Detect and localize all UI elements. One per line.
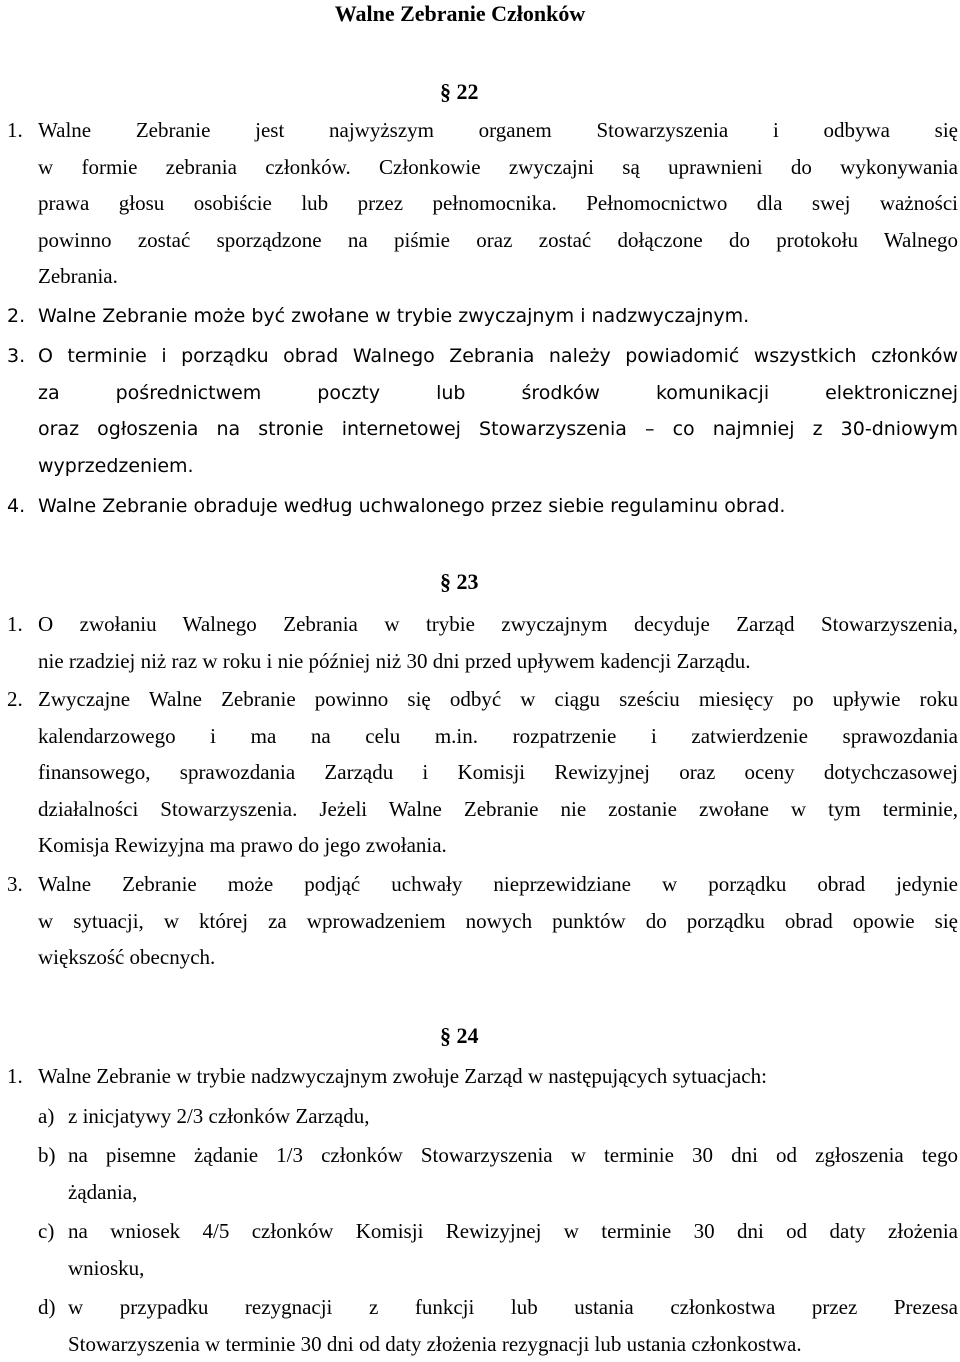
paragraph-line: O zwołaniu Walnego Zebrania w trybie zwyczajnym decyduje Zarząd Stowarzyszenia, — [38, 606, 958, 643]
paragraph-line: O terminie i porządku obrad Walnego Zebrania należy powiadomić wszystkich członków — [38, 338, 958, 375]
subpoint-d — [0, 1289, 958, 1362]
paragraph-line: prawa głosu osobiście lub przez pełnomocnika. Pełnomocnictwo dla swej ważności — [38, 185, 958, 222]
point-number: 2. — [7, 298, 25, 335]
paragraph-line: Zebrania. — [38, 258, 958, 295]
paragraph-22-4 — [0, 488, 958, 525]
paragraph-23-2 — [0, 681, 958, 864]
paragraph-line: Walne Zebranie obraduje według uchwalonego przez siebie regulaminu obrad. — [38, 488, 958, 525]
subpoint-letter: b) — [38, 1137, 56, 1174]
paragraph-line: w sytuacji, w której za wprowadzeniem nowych punktów do porządku obrad opowie się — [38, 903, 958, 940]
paragraph-line: wyprzedzeniem. — [38, 448, 958, 485]
page-title: Walne Zebranie Członków — [0, 0, 920, 28]
point-number: 3. — [7, 866, 23, 903]
paragraph-line: działalności Stowarzyszenia. Jeżeli Walne Zebranie nie zostanie zwołane w tym terminie, — [38, 791, 958, 828]
section-heading-22: § 22 — [440, 78, 479, 106]
paragraph-22-2 — [0, 298, 958, 335]
point-number: 4. — [7, 488, 25, 525]
subpoint-a — [0, 1098, 958, 1135]
point-number: 1. — [7, 112, 23, 149]
paragraph-24-1 — [0, 1058, 958, 1095]
paragraph-line: nie rzadziej niż raz w roku i nie później niż 30 dni przed upływem kadencji Zarządu. — [38, 643, 958, 680]
paragraph-line: Walne Zebranie może podjąć uchwały nieprzewidziane w porządku obrad jedynie — [38, 866, 958, 903]
paragraph-line: powinno zostać sporządzone na piśmie oraz zostać dołączone do protokołu Walnego — [38, 222, 958, 259]
subpoint-letter: d) — [38, 1289, 56, 1326]
subpoint-line: na wniosek 4/5 członków Komisji Rewizyjnej w terminie 30 dni od daty złożenia — [68, 1213, 958, 1250]
point-number: 1. — [7, 606, 23, 643]
subpoint-b — [0, 1137, 958, 1210]
section-heading-23: § 23 — [440, 568, 479, 596]
subpoint-line: z inicjatywy 2/3 członków Zarządu, — [68, 1098, 958, 1135]
paragraph-line: oraz ogłoszenia na stronie internetowej Stowarzyszenia – co najmniej z 30-dniowym — [38, 411, 958, 448]
paragraph-line: Komisja Rewizyjna ma prawo do jego zwołania. — [38, 827, 958, 864]
paragraph-line: za pośrednictwem poczty lub środków komunikacji elektronicznej — [38, 375, 958, 412]
paragraph-line: kalendarzowego i ma na celu m.in. rozpatrzenie i zatwierdzenie sprawozdania — [38, 718, 958, 755]
section-heading-24: § 24 — [440, 1022, 479, 1050]
point-number: 2. — [7, 681, 23, 718]
paragraph-line: finansowego, sprawozdania Zarządu i Komisji Rewizyjnej oraz oceny dotychczasowej — [38, 754, 958, 791]
paragraph-line: Walne Zebranie może być zwołane w trybie zwyczajnym i nadzwyczajnym. — [38, 298, 958, 335]
subpoint-letter: a) — [38, 1098, 54, 1135]
subpoint-line: żądania, — [68, 1174, 958, 1211]
paragraph-line: Walne Zebranie w trybie nadzwyczajnym zwołuje Zarząd w następujących sytuacjach: — [38, 1058, 958, 1095]
subpoint-letter: c) — [38, 1213, 54, 1250]
paragraph-23-1 — [0, 606, 958, 679]
paragraph-line: większość obecnych. — [38, 939, 958, 976]
subpoint-line: na pisemne żądanie 1/3 członków Stowarzyszenia w terminie 30 dni od zgłoszenia tego — [68, 1137, 958, 1174]
point-number: 3. — [7, 338, 25, 375]
subpoint-line: Stowarzyszenia w terminie 30 dni od daty złożenia rezygnacji lub ustania członkostwa. — [68, 1326, 958, 1362]
subpoint-line: wniosku, — [68, 1250, 958, 1287]
subpoint-line: w przypadku rezygnacji z funkcji lub ustania członkostwa przez Prezesa — [68, 1289, 958, 1326]
paragraph-line: w formie zebrania członków. Członkowie zwyczajni są uprawnieni do wykonywania — [38, 149, 958, 186]
subpoint-c — [0, 1213, 958, 1286]
point-number: 1. — [7, 1058, 23, 1095]
paragraph-22-3 — [0, 338, 958, 484]
paragraph-23-3 — [0, 866, 958, 976]
paragraph-line: Walne Zebranie jest najwyższym organem Stowarzyszenia i odbywa się — [38, 112, 958, 149]
paragraph-line: Zwyczajne Walne Zebranie powinno się odbyć w ciągu sześciu miesięcy po upływie roku — [38, 681, 958, 718]
paragraph-22-1 — [0, 112, 958, 295]
